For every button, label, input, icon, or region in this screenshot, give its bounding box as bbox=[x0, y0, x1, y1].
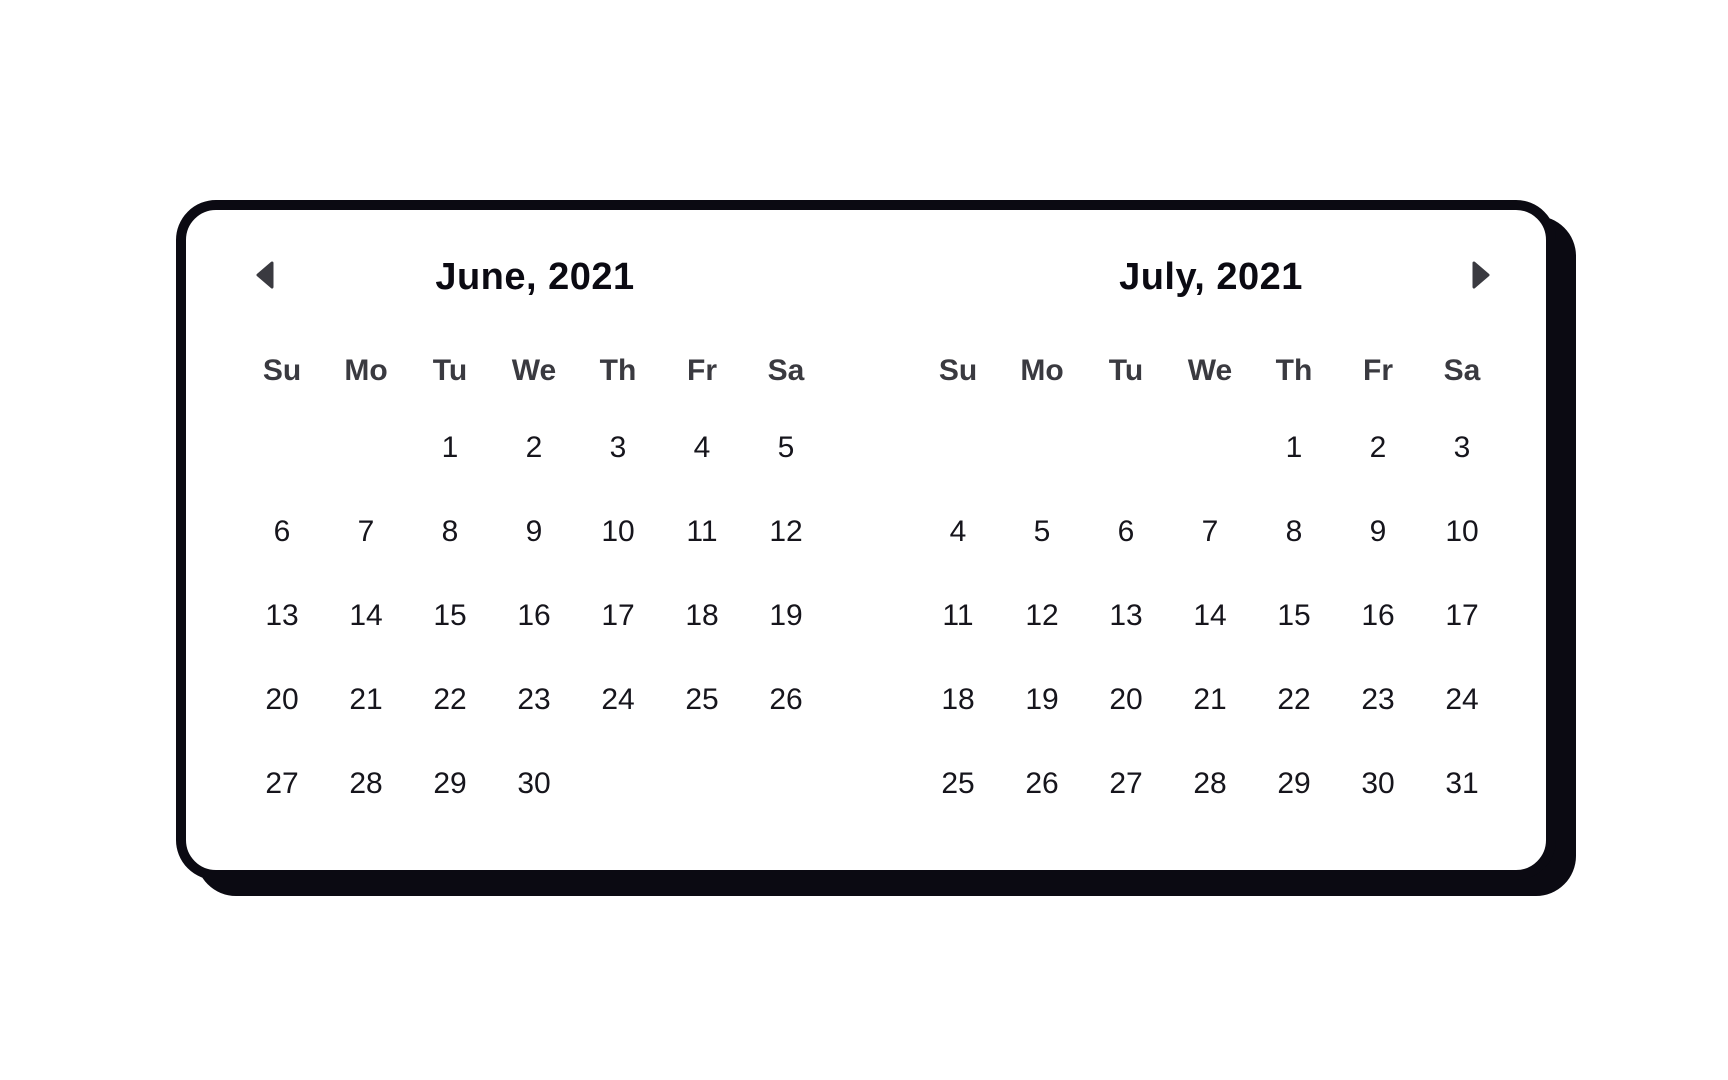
day-cell[interactable]: 19 bbox=[1025, 683, 1059, 716]
month-title: July, 2021 bbox=[1119, 256, 1303, 298]
day-cell[interactable]: 21 bbox=[349, 683, 383, 716]
day-cell[interactable]: 1 bbox=[1285, 431, 1303, 464]
month-june bbox=[240, 246, 830, 826]
empty-day-cell bbox=[1000, 406, 1084, 490]
month-july bbox=[916, 246, 1506, 826]
day-cell[interactable]: 31 bbox=[1445, 767, 1479, 800]
date-range-calendar bbox=[176, 200, 1556, 880]
day-cell[interactable]: 13 bbox=[265, 599, 299, 632]
day-cell[interactable]: 11 bbox=[686, 515, 718, 548]
day-cell[interactable]: 9 bbox=[525, 515, 543, 548]
weekday-label: Tu bbox=[432, 354, 468, 387]
day-cell[interactable]: 7 bbox=[1201, 515, 1219, 548]
day-cell[interactable]: 26 bbox=[1025, 767, 1059, 800]
day-cell[interactable]: 6 bbox=[273, 515, 291, 548]
day-cell[interactable]: 16 bbox=[517, 599, 551, 632]
day-cell[interactable]: 9 bbox=[1369, 515, 1387, 548]
day-cell[interactable]: 5 bbox=[1033, 515, 1051, 548]
weekday-label: Fr bbox=[1363, 354, 1393, 387]
day-cell[interactable]: 24 bbox=[601, 683, 635, 716]
day-cell[interactable]: 12 bbox=[1025, 599, 1059, 632]
day-cell[interactable]: 1 bbox=[441, 431, 459, 464]
day-cell[interactable]: 29 bbox=[433, 767, 467, 800]
day-cell[interactable]: 4 bbox=[949, 515, 967, 548]
day-cell[interactable]: 17 bbox=[1445, 599, 1479, 632]
day-cell[interactable]: 14 bbox=[349, 599, 383, 632]
month-grid bbox=[240, 336, 830, 826]
day-cell[interactable]: 20 bbox=[265, 683, 299, 716]
weekday-label: Th bbox=[1275, 354, 1313, 387]
day-cell[interactable]: 10 bbox=[601, 515, 635, 548]
day-cell[interactable]: 10 bbox=[1445, 515, 1479, 548]
day-cell[interactable]: 2 bbox=[525, 431, 543, 464]
day-cell[interactable]: 30 bbox=[517, 767, 551, 800]
day-cell[interactable]: 12 bbox=[769, 515, 803, 548]
day-cell[interactable]: 8 bbox=[441, 515, 459, 548]
triangle-right-icon bbox=[1470, 261, 1492, 289]
day-cell[interactable]: 23 bbox=[1361, 683, 1395, 716]
day-cell[interactable]: 8 bbox=[1285, 515, 1303, 548]
weekday-label: Th bbox=[599, 354, 637, 387]
day-cell[interactable]: 22 bbox=[1277, 683, 1311, 716]
weekday-label: Tu bbox=[1108, 354, 1144, 387]
day-cell[interactable]: 27 bbox=[265, 767, 299, 800]
empty-day-cell bbox=[240, 406, 324, 490]
weekday-label: We bbox=[1187, 354, 1233, 387]
day-cell[interactable]: 22 bbox=[433, 683, 467, 716]
day-cell[interactable]: 15 bbox=[1277, 599, 1311, 632]
month-header bbox=[916, 246, 1506, 306]
day-cell[interactable]: 3 bbox=[1453, 431, 1471, 464]
day-cell[interactable]: 25 bbox=[941, 767, 975, 800]
day-cell[interactable]: 2 bbox=[1369, 431, 1387, 464]
day-cell[interactable]: 18 bbox=[685, 599, 719, 632]
day-cell[interactable]: 28 bbox=[349, 767, 383, 800]
month-grid bbox=[916, 336, 1506, 826]
day-cell[interactable]: 21 bbox=[1193, 683, 1227, 716]
next-month-button[interactable] bbox=[1466, 260, 1496, 290]
day-cell[interactable]: 3 bbox=[609, 431, 627, 464]
day-cell[interactable]: 28 bbox=[1193, 767, 1227, 800]
day-cell[interactable]: 15 bbox=[433, 599, 467, 632]
weekday-label: We bbox=[511, 354, 557, 387]
day-cell[interactable]: 24 bbox=[1445, 683, 1479, 716]
day-cell[interactable]: 20 bbox=[1109, 683, 1143, 716]
day-cell[interactable]: 14 bbox=[1193, 599, 1227, 632]
weekday-label: Su bbox=[262, 354, 302, 387]
day-cell[interactable]: 27 bbox=[1109, 767, 1143, 800]
day-cell[interactable]: 25 bbox=[685, 683, 719, 716]
empty-day-cell bbox=[1168, 406, 1252, 490]
day-cell[interactable]: 7 bbox=[357, 515, 375, 548]
day-cell[interactable]: 13 bbox=[1109, 599, 1143, 632]
empty-day-cell bbox=[324, 406, 408, 490]
day-cell[interactable]: 17 bbox=[601, 599, 635, 632]
day-cell[interactable]: 19 bbox=[769, 599, 803, 632]
day-cell[interactable]: 5 bbox=[777, 431, 795, 464]
weekday-label: Sa bbox=[1443, 354, 1481, 387]
day-cell[interactable]: 16 bbox=[1361, 599, 1395, 632]
day-cell[interactable]: 23 bbox=[517, 683, 551, 716]
weekday-label: Sa bbox=[767, 354, 805, 387]
day-cell[interactable]: 18 bbox=[941, 683, 975, 716]
weekday-label: Fr bbox=[687, 354, 717, 387]
day-cell[interactable]: 30 bbox=[1361, 767, 1395, 800]
day-cell[interactable]: 26 bbox=[769, 683, 803, 716]
month-title: June, 2021 bbox=[435, 256, 635, 298]
empty-day-cell bbox=[1084, 406, 1168, 490]
weekday-label: Su bbox=[938, 354, 978, 387]
weekday-label: Mo bbox=[1020, 354, 1064, 387]
day-cell[interactable]: 4 bbox=[693, 431, 711, 464]
day-cell[interactable]: 29 bbox=[1277, 767, 1311, 800]
empty-day-cell bbox=[916, 406, 1000, 490]
day-cell[interactable]: 11 bbox=[942, 599, 974, 632]
weekday-label: Mo bbox=[344, 354, 388, 387]
month-header bbox=[240, 246, 830, 306]
day-cell[interactable]: 6 bbox=[1117, 515, 1135, 548]
